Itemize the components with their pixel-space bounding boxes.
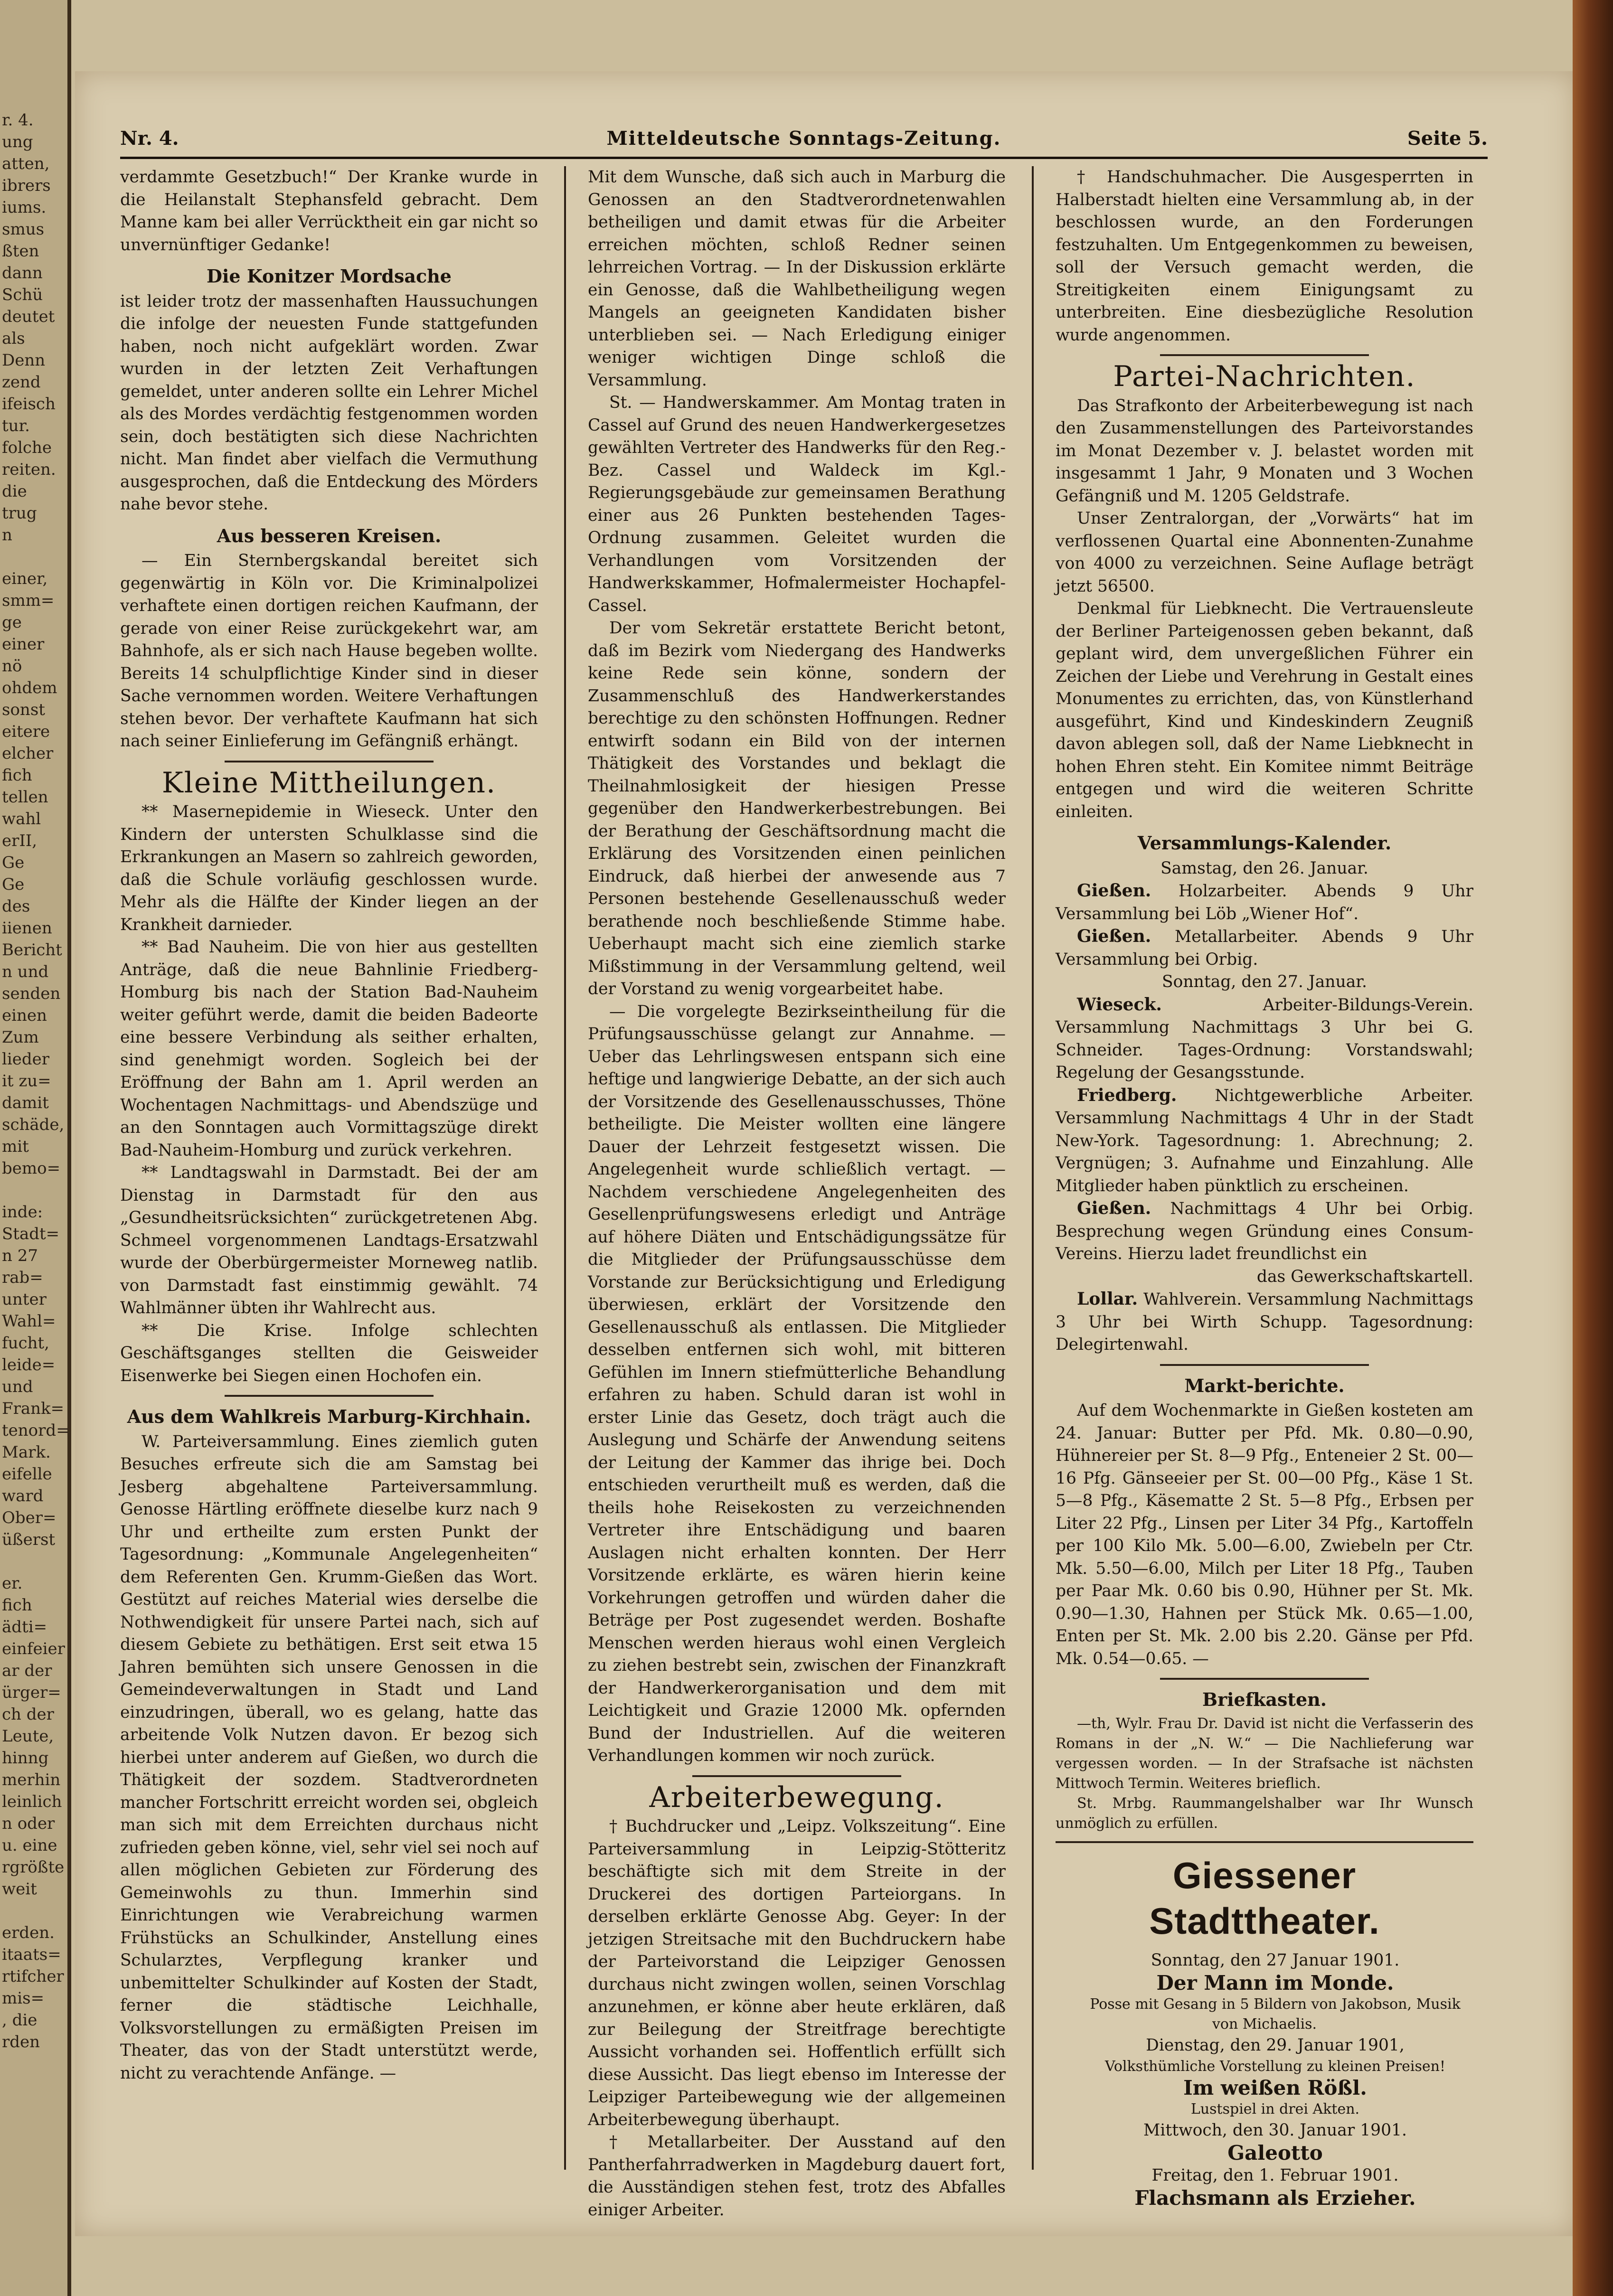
margin-fragment: lieder [2, 1050, 50, 1069]
margin-fragment: n und [2, 962, 49, 981]
margin-fragment: rgrößte [2, 1858, 65, 1877]
theater-play: Galeotto [1227, 2141, 1323, 2164]
margin-fragment: ar der [2, 1661, 52, 1680]
calendar-entry [1056, 880, 1473, 925]
margin-fragment: rab= [2, 1268, 43, 1287]
headline-wahlkreis: Aus dem Wahlkreis Marburg-Kirchhain. [127, 1406, 531, 1427]
entry-text: Nachmittags 4 Uhr bei Orbig. Besprechung wegen Gründung eines Consum-Vereins. Hierzu ladet freundlichst ein [1056, 1199, 1474, 1263]
margin-fragment: als [2, 329, 25, 348]
article-bezirkseintheilung: — Die vorgelegte Bezirkseintheilung für die Prüfungsausschüsse gelangt zur Annahme. — Ueber das Lehrlingswesen entspann sich eine heftige und langwierige Debatte, an der sich auch der Vorsitzende des Gesellenausschusses, Thöne betheiligte. Die Meister wollten eine längere Dauer der Lehrzeit festgesetzt wissen. Die Angelegenheit wurde schließlich vertagt. — Nachdem verschiedene Angelegenheiten des Gesellenprüfungswesens erledigt und Anträge auf höhere Diäten und Entschädigungssätze für die Mitglieder der Prüfungsausschüsse dem Vorstande zur Berücksichtigung und Erledigung überwiesen, erklärt der Vorsitzende den Gesellenausschuß als entlassen. Die Mitglieder desselben entfernen sich wohl, mit bitteren Gefühlen im Innern stiefmütterliche Behandlung erfahren zu haben. Schuld daran ist wohl in erster Linie das Gesetz, doch trägt auch die Auslegung und Schärfe der Anwendung seitens der Leitung der Kammer das ihrige bei. Doch entschieden verurtheilt muß es werden, daß die theils hohe Reisekosten zu verzeichnenden Vertreter ihre Entschädigung und baaren Auslagen nicht erhalten konnten. Der Herr Vorsitzende erklärte, es wären hierin keine Vorkehrungen getroffen und würden daher die Beträge per Post zugesendet werden. Boshafte Menschen werden hieraus wohl einen Vergleich zu ziehen bestrebt sein, zwischen der Finanzkraft der Handwerkerorganisation und dem mit Leichtigkeit und Grazie 12000 Mk. opfernden Bund der Industriellen. Auf die weiteren Verhandlungen kommen wir noch zurück. [588, 1002, 1006, 1765]
newspaper-page [75, 71, 1575, 2236]
calendar-entry [1056, 1084, 1473, 1198]
theater-description: Posse mit Gesang in 5 Bildern von Jakobson, Musik von Michaelis. [1090, 1995, 1461, 2033]
margin-fragment: Schü [2, 285, 43, 304]
margin-fragment: üßerst [2, 1530, 56, 1549]
news-masern: ** Masernepidemie in Wieseck. Unter den Kindern der untersten Schulklasse sind die Erkrankungen an Masern so zahlreich geworden, daß die Schule vorläufig geschlossen wurde. Mehr als die Hälfte der Kinder liegen an der Krankheit darnieder. [120, 802, 538, 934]
theater-date: Dienstag, den 29. Januar 1901, [1146, 2035, 1405, 2055]
margin-fragment: Denn [2, 351, 46, 370]
margin-fragment: ürger= [2, 1683, 61, 1702]
news-denkmal: Denkmal für Liebknecht. Die Vertrauensleute der Berliner Parteigenossen geben bekannt, daß geplant wird, dem unvergeßlichen Führer ein Zeichen der Liebe und Verehrung in Gestalt eines Monumentes zu errichten, das, von Künstlerhand ausgeführt, Kind und Kindeskindern Zeugniß davon ablegen soll, daß der Name Liebknecht in hohen Ehren steht. Ein Komitee nimmt Beiträge entgegen und wird die weiteren Schritte einleiten. [1056, 599, 1473, 821]
letterbox-entry: St. Mrbg. Raummangelshalber war Ihr Wunsch unmöglich zu erfüllen. [1056, 1795, 1473, 1832]
article-besseren-kreisen: — Ein Sternbergskandal bereitet sich gegenwärtig in Köln vor. Die Kriminalpolizei verhaftete einen dortigen reichen Kaufmann, der gerade von einer Reise zurückgekehrt war, am Bahnhofe, als er sich nach Hause begeben wollte. Bereits 14 schulpflichtige Kinder sind in dieser Sache vernommen worden. Weitere Verhaftungen stehen bevor. Der verhaftete Kaufmann hat sich nach seiner Einlieferung im Gefängniß erhängt. [120, 551, 538, 751]
margin-fragment: weit [2, 1880, 37, 1899]
theater-play: Im weißen Rößl. [1183, 2076, 1367, 2099]
margin-fragment: Bericht [2, 941, 62, 960]
margin-fragment: wahl [2, 809, 41, 828]
article-konitz: ist leider trotz der massenhaften Haussuchungen die infolge der neuesten Funde stattgefunden haben, noch nicht aufgeklärt worden. Zwar wurden in der letzten Zeit Verhaftungen gemeldet, unter anderen sollte ein Lehrer Michel als des Mordes verdächtig festgenommen worden sein, doch bestätigten sich diese Nachrichten nicht. Man findet aber vielfach die Vermuthung ausgesprochen, daß die Entdeckung des Mörders nahe bevor stehe. [120, 292, 538, 514]
margin-fragment: eifelle [2, 1465, 52, 1484]
date-samstag: Samstag, den 26. Januar. [1160, 858, 1368, 878]
theater-play: Der Mann im Monde. [1156, 1971, 1394, 1995]
section-kleine-mittheilungen: Kleine Mittheilungen. [161, 766, 497, 800]
headline-marktberichte: Markt-berichte. [1184, 1374, 1345, 1396]
column-rule [1032, 166, 1034, 2170]
divider [1056, 1841, 1473, 1843]
divider [225, 761, 434, 762]
market-report: Auf dem Wochenmarkte in Gießen kosteten am 24. Januar: Butter per Pfd. Mk. 0.80—0.90, Hühnereier per St. 8—9 Pfg., Enteneier 2 St. 00—16 Pfg. Gänseeier per St. 00—00 Pfg., Käse 1 St. 5—8 Pfg., Käsematte 2 St. 5—8 Pfg., Erbsen per Liter 22 Pfg., Linsen per Liter 34 Pfg., Kartoffeln per 100 Kilo Mk. 5.00—6.00, Zwiebeln per Ctr. Mk. 5.50—6.00, Milch per Liter 18 Pfg., Tauben per Paar Mk. 0.60 bis 0.90, Hühner per St. Mk. 0.90—1.30, Hahnen per Stück Mk. 0.65—1.00, Enten per St. Mk. 2.00 bis 2.20. Gänse per Pfd. Mk. 0.54—0.65. — [1056, 1401, 1473, 1668]
column-3 [1056, 166, 1474, 2210]
page-number: Seite 5. [1407, 127, 1488, 150]
margin-fragment: Ge [2, 853, 25, 872]
margin-fragment: smm= [2, 591, 55, 610]
margin-fragment: ohdem [2, 678, 57, 697]
margin-fragment: leide= [2, 1355, 56, 1374]
theater-description: Volksthümliche Vorstellung zu kleinen Preisen! [1104, 2058, 1446, 2075]
margin-fragment: trug [2, 504, 37, 523]
margin-fragment: itaats= [2, 1945, 61, 1964]
divider [225, 1395, 434, 1397]
entry-text: Arbeiter-Bildungs-Verein. Versammlung Nachmittags 3 Uhr bei G. Schneider. Tages-Ordnung: Vorstandswahl; Regelung der Gesangsstunde. [1056, 995, 1473, 1082]
margin-fragment: fich [2, 1596, 32, 1615]
margin-fragment: und [2, 1377, 33, 1396]
margin-fragment: n 27 [2, 1246, 38, 1265]
entry-place: Friedberg. [1077, 1085, 1177, 1105]
margin-fragment: einen [2, 1006, 47, 1025]
entry-place: Gießen. [1077, 1198, 1151, 1218]
margin-fragment: tenord= [2, 1421, 70, 1440]
margin-fragment: zend [2, 373, 41, 392]
margin-fragment: Frank= [2, 1399, 65, 1418]
margin-fragment: deutet [2, 307, 55, 326]
margin-fragment: atten, [2, 154, 50, 173]
margin-fragment: hinng [2, 1749, 49, 1768]
date-sonntag: Sonntag, den 27. Januar. [1162, 972, 1367, 991]
margin-fragment: elcher [2, 744, 54, 763]
article-wahlkreis: W. Parteiversammlung. Eines ziemlich guten Besuches erfreute sich die am Samstag bei Jesberg abgehaltene Parteiversammlung. Genosse Härtling eröffnete dieselbe kurz nach 9 Uhr und ertheilte zum ersten Punkt der Tagesordnung: „Kommunale Angelegenheiten“ dem Referenten Gen. Krumm-Gießen das Wort. Gestützt auf reiches Material wies derselbe die Nothwendigkeit für unsere Partei nach, sich auf diesem Gebiete zu bethätigen. Erst seit etwa 15 Jahren bemühten sich unsere Genossen in die Gemeindeverwaltungen in Stadt und Land einzudringen, überall, wo es gelang, hatte das arbeitende Volk Nutzen davon. Er bezog sich hierbei unter anderem auf Gießen, wo durch die Thätigkeit der sozdem. Stadtverordneten mancher Fortschritt erreicht worden sei, obgleich man sich mit dem Erreichten durchaus nicht zufrieden geben könne, viel, sehr viel sei noch auf allen möglichen Gebieten zur Förderung des Gemeinwohls zu thun. Immerhin sind Einrichtungen wie Verabreichung warmen Frühstücks an Schulkinder, Anstellung eines Schularztes, Verpflegung kranker und unbemittelter Schulkinder auf Kosten der Stadt, ferner die städtische Leichhalle, Volksvorstellungen zu ermäßigten Preisen im Theater, das von der Stadt unterstützt werde, nicht zu verachtende Anfänge. — [120, 1432, 538, 2083]
theater-play: Flachsmann als Erzieher. [1134, 2186, 1416, 2210]
margin-fragment: Mark. [2, 1443, 51, 1462]
headline-versammlungs-kalender: Versammlungs-Kalender. [1137, 832, 1392, 854]
margin-fragment: er. [2, 1574, 23, 1593]
news-landtagswahl: ** Landtagswahl in Darmstadt. Bei der am Dienstag in Darmstadt für den aus „Gesundheitsrücksichten“ zurückgetretenen Abg. Schmeel vorgenommenen Landtags-Ersatzwahl wurde der Oberbürgermeister Morneweg natlib. von Darmstadt fast einstimmig gewählt. 74 Wahlmänner übten ihr Wahlrecht aus. [120, 1163, 538, 1317]
entry-signature: das Gewerkschaftskartell. [1256, 1267, 1473, 1286]
margin-fragment: dann [2, 263, 43, 282]
margin-fragment: ge [2, 613, 22, 632]
divider [692, 1775, 901, 1777]
entry-place: Gießen. [1077, 926, 1151, 946]
margin-fragment: unter [2, 1290, 47, 1309]
entry-text: Nichtgewerbliche Arbeiter. Versammlung Nachmittags 4 Uhr in der Stadt New-York. Tagesordnung: 1. Abrechnung; 2. Vergnügen; 3. Aufnahme und Einzahlung. Alle Mitglieder haben pünktlich zu erscheinen. [1056, 1086, 1473, 1195]
calendar-entry [1056, 925, 1473, 971]
divider [1160, 1678, 1369, 1680]
margin-fragment: rtifcher [2, 1967, 64, 1986]
margin-fragment: ädti= [2, 1618, 47, 1637]
book-binding-edge [1573, 0, 1613, 2296]
news-handschuhmacher: † Handschuhmacher. Die Ausgesperrten in Halberstadt hielten eine Versammlung ab, in der beschlossen wurde, an den Forderungen festzuhalten. Um Entgegenkommen zu beweisen, soll der Versuch gemacht werden, die Streitigkeiten einem Einigungsamt zu unterbreiten. Eine diesbezügliche Resolution wurde angenommen. [1056, 168, 1473, 345]
news-nauheim: ** Bad Nauheim. Die von hier aus gestellten Anträge, daß die neue Bahnlinie Friedberg-Homburg bis nach der Station Bad-Nauheim weiter geführt werde, damit die beiden Badeorte eine bessere Verbindung als seither erhalten, sind genehmigt worden. Sogleich bei der Eröffnung der Bahn am 1. April werden an Wochentagen Nachmittags- und Abendszüge und an den Sonntagen auch Vormittagszüge direkt Bad-Nauheim-Homburg und zurück verkehren. [120, 938, 538, 1160]
divider [1160, 354, 1369, 356]
theater-advert-title: Giessener Stadttheater. [1149, 1854, 1380, 1942]
newspaper-title: Mitteldeutsche Sonntags-Zeitung. [606, 127, 1001, 150]
margin-fragment: ward [2, 1487, 44, 1506]
margin-fragment: ibrers [2, 176, 51, 195]
column-2 [588, 166, 1006, 2220]
margin-fragment: it zu= [2, 1072, 51, 1091]
margin-fragment: senden [2, 984, 61, 1003]
theater-date: Freitag, den 1. Februar 1901. [1151, 2165, 1399, 2185]
margin-fragment: reiten. [2, 460, 56, 479]
margin-fragment: , die [2, 2011, 38, 2030]
entry-text: Metallarbeiter. Abends 9 Uhr Versammlung bei Orbig. [1056, 927, 1473, 969]
margin-fragment: tellen [2, 788, 48, 807]
headline-briefkasten: Briefkasten. [1202, 1689, 1327, 1710]
article-continuation: Mit dem Wunsche, daß sich auch in Marburg die Genossen an den Stadtverordnetenwahlen betheiligen und damit etwas für die Arbeiter erreichen möchten, schloß Redner seinen lehrreichen Vortrag. — In der Diskussion erklärte ein Genosse, daß die Wahlbetheiligung wegen Mangels an geeigneten Kandidaten bisher unterblieben sei. — Nach Erledigung einiger weniger wichtigen Dinge schloß die Versammlung. [588, 168, 1006, 390]
margin-fragment: mis= [2, 1989, 45, 2008]
margin-fragment: iums. [2, 198, 47, 217]
divider [1160, 1364, 1369, 1366]
news-zentralorgan: Unser Zentralorgan, der „Vorwärts“ hat im verflossenen Quartal eine Abonnenten-Zunahme von 4000 zu verzeichnen. Seine Auflage beträgt jetzt 56500. [1056, 509, 1473, 596]
column-rule [564, 166, 566, 2170]
margin-fragment: sonst [2, 700, 45, 719]
margin-fragment: Ober= [2, 1508, 57, 1527]
margin-fragment: n oder [2, 1814, 55, 1833]
margin-fragment: damit [2, 1093, 49, 1112]
margin-fragment: einfeier [2, 1639, 65, 1658]
page-header [120, 123, 1488, 159]
entry-text: Holzarbeiter. Abends 9 Uhr Versammlung bei Löb „Wiener Hof“. [1056, 882, 1473, 923]
margin-fragment: rden [2, 2033, 40, 2051]
margin-fragment: Ge [2, 875, 25, 894]
margin-fragment: merhin [2, 1770, 61, 1789]
margin-fragment: Leute, [2, 1727, 54, 1746]
column-1 [120, 166, 538, 2170]
margin-fragment: nö [2, 657, 22, 676]
margin-fragment: einer, [2, 569, 48, 588]
calendar-entry [1056, 1197, 1473, 1266]
margin-fragment: Stadt= [2, 1224, 60, 1243]
margin-fragment: ifeisch [2, 395, 56, 414]
news-metallarbeiter: † Metallarbeiter. Der Ausstand auf den Pantherfahrradwerken in Magdeburg dauert fort, die Ausständigen stehen fest, trotz des Abfalles einiger Arbeiter. [588, 2133, 1006, 2220]
letterbox-entry: —th, Wylr. Frau Dr. David ist nicht die Verfasserin des Romans in der „N. W.“ — Die Nachlieferung war vergessen worden. — In der Strafsache ist nächsten Mittwoch Termin. Weiteres brieflich. [1056, 1715, 1473, 1792]
margin-fragment: erden. [2, 1923, 55, 1942]
margin-fragment: Zum [2, 1028, 39, 1047]
margin-fragment: fich [2, 766, 32, 785]
issue-number: Nr. 4. [120, 127, 179, 150]
margin-fragment: schäde, [2, 1115, 65, 1134]
theater-description: Lustspiel in drei Akten. [1190, 2100, 1360, 2117]
margin-fragment: iienen [2, 919, 52, 938]
news-krise: ** Die Krise. Infolge schlechten Geschäftsganges stellten die Geisweider Eisenwerke bei Siegen einen Hochofen ein. [120, 1321, 538, 1385]
calendar-entry [1056, 994, 1473, 1084]
margin-fragment: u. eine [2, 1836, 57, 1855]
margin-fragment: die [2, 482, 27, 501]
margin-fragment: bemo= [2, 1159, 61, 1178]
section-partei-nachrichten: Partei-Nachrichten. [1113, 360, 1416, 393]
headline-besseren-kreisen: Aus besseren Kreisen. [217, 525, 442, 546]
margin-fragment: ung [2, 132, 33, 151]
news-strafkonto: Das Strafkonto der Arbeiterbewegung ist nach den Zusammenstellungen des Parteivorstandes im Monat Dezember v. J. belastet worden mit insgesammt 1 Jahr, 9 Monaten und 3 Wochen Gefängniß und M. 1205 Geldstrafe. [1056, 396, 1473, 506]
entry-place: Gießen. [1077, 881, 1151, 901]
headline-konitz: Die Konitzer Mordsache [207, 265, 452, 287]
margin-fragment: des [2, 897, 30, 916]
margin-fragment: erII, [2, 831, 38, 850]
entry-text: Wahlverein. Versammlung Nachmittags 3 Uhr bei Wirth Schupp. Tagesordnung: Delegirtenwahl. [1056, 1290, 1473, 1354]
margin-fragment: ch der [2, 1705, 54, 1724]
news-buchdrucker: † Buchdrucker und „Leipz. Volkszeitung“. Eine Parteiversammlung in Leipzig-Stötteritz beschäftigte sich mit dem Streite in der Druckerei des dortigen Parteiorgans. In derselben erklärte Genosse Abg. Geyer: In der jetzigen Streitsache mit den Buchdruckern habe der Parteivorstand die Leipziger Genossen durchaus nicht zwingen wollen, seinen Vorschlag anzunehmen, er könne aber heute erklären, daß zur Beilegung der Streitfrage berechtigte Aussicht vorhanden sei. Hoffentlich erfüllt sich diese Aussicht. Das liegt ebenso im Interesse der Leipziger Parteibewegung wie der allgemeinen Arbeiterbewegung überhaupt. [588, 1817, 1006, 2129]
margin-fragment: tur. [2, 416, 30, 435]
margin-fragment: folche [2, 438, 52, 457]
margin-fragment: fucht, [2, 1334, 49, 1353]
margin-fragment: mit [2, 1137, 29, 1156]
margin-fragment: ßten [2, 242, 39, 261]
margin-fragment: Wahl= [2, 1312, 56, 1331]
entry-place: Wieseck. [1077, 994, 1162, 1015]
article-continuation: verdammte Gesetzbuch!“ Der Kranke wurde in die Heilanstalt Stephansfeld gebracht. Dem Manne kam bei aller Verrücktheit ein gar nicht so unvernünftiger Gedanke! [120, 168, 538, 254]
margin-fragment: smus [2, 220, 45, 239]
calendar-entry [1056, 1288, 1473, 1356]
margin-fragment: n [2, 526, 12, 545]
margin-fragment: einer [2, 635, 45, 654]
article-sekretaer-bericht: Der vom Sekretär erstattete Bericht betont, daß im Bezirk vom Niedergang des Handwerks keine Rede sein könne, sondern der Zusammenschluß des Handwerkerstandes berechtige zu den schönsten Hoffnungen. Redner entwirft sodann ein Bild von der internen Thätigkeit des Vorstandes und beklagt die Theilnahmlosigkeit der hiesigen Presse gegenüber den Handwerkerbestrebungen. Bei der Berathung der Geschäftsordnung macht die Erklärung des Vorsitzenden einen peinlichen Eindruck, daß hierbei der anwesende aus 7 Personen bestehende Gesellenausschuß weder berathende noch beschließende Stimme habe. Ueberhaupt macht sich eine ziemlich starke Mißstimmung in der Versammlung geltend, weil der Vorstand zu wenig vorgearbeitet habe. [588, 619, 1006, 998]
section-arbeiterbewegung: Arbeiterbewegung. [649, 1780, 944, 1814]
theater-date: Sonntag, den 27 Januar 1901. [1151, 1950, 1400, 1970]
margin-fragment: leinlich [2, 1792, 62, 1811]
margin-fragment: r. 4. [2, 111, 34, 130]
entry-place: Lollar. [1077, 1289, 1138, 1309]
previous-page-edge [0, 0, 71, 2296]
article-handwerkskammer: St. — Handwerskammer. Am Montag traten in Cassel auf Grund des neuen Handwerkergesetzes gewählten Vertreter des Handwerks für den Reg.-Bez. Cassel und Waldeck im Kgl.-Regierungsgebäude zur gemeinsamen Berathung einer aus 26 Punkten bestehenden Tages-Ordnung zusammen. Geleitet wurden die Verhandlungen vom Vorsitzenden der Handwerkskammer, Hofmalermeister Hochapfel-Cassel. [588, 393, 1006, 615]
margin-fragment: inde: [2, 1203, 43, 1222]
theater-date: Mittwoch, den 30. Januar 1901. [1143, 2120, 1407, 2140]
margin-fragment: eitere [2, 722, 50, 741]
